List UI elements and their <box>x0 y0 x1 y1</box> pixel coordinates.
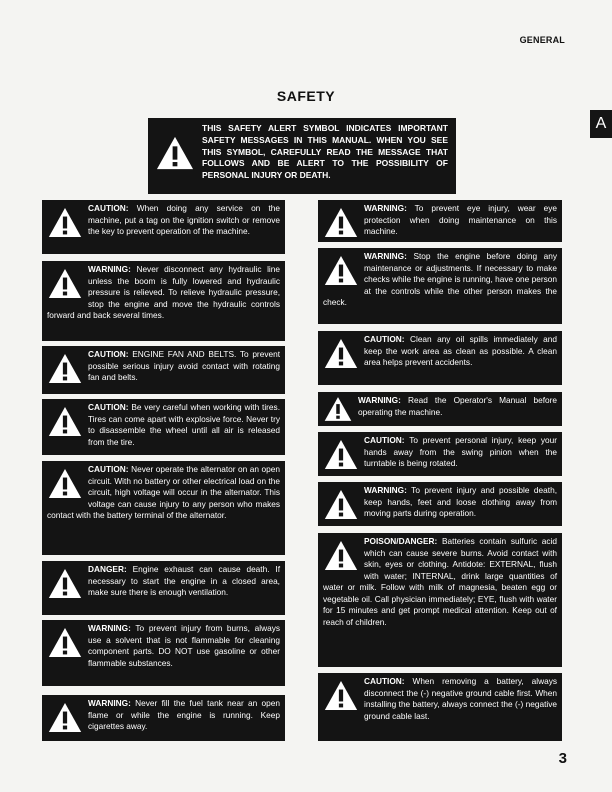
message-label: CAUTION: <box>364 676 405 686</box>
message-label: DANGER: <box>88 564 127 574</box>
message-text: Read the Operator's Manual before operating the machine. <box>358 395 557 417</box>
message-label: WARNING: <box>88 264 131 274</box>
message-label: CAUTION: <box>88 349 129 359</box>
message-label: CAUTION: <box>88 203 129 213</box>
message-text: Stop the engine before doing any maintenance or adjustments. If necessary to make checks while the engine is running, have one person at the controls while the other person makes the check. <box>323 251 558 307</box>
warning-triangle-icon <box>324 539 358 572</box>
warning-triangle-icon <box>324 396 352 422</box>
safety-message <box>42 695 285 741</box>
safety-message <box>318 533 562 667</box>
warning-triangle-icon <box>156 135 194 171</box>
warning-triangle-icon <box>48 467 82 500</box>
safety-message <box>318 392 562 426</box>
warning-triangle-icon <box>324 206 358 239</box>
warning-triangle-icon <box>48 267 82 300</box>
safety-message <box>42 261 285 341</box>
safety-message <box>318 432 562 476</box>
message-text: Never fill the fuel tank near an open flame or while the engine is running. Keep cigarettes away. <box>88 698 280 731</box>
safety-message <box>318 673 562 741</box>
section-header: GENERAL <box>519 35 565 45</box>
page-title: SAFETY <box>276 88 336 104</box>
message-text: When doing any service on the machine, put a tag on the ignition switch or remove the key to prevent operation of the machine. <box>88 203 281 236</box>
message-label: CAUTION: <box>364 435 405 445</box>
safety-message <box>42 346 285 394</box>
safety-message <box>318 482 562 526</box>
safety-message <box>42 461 285 555</box>
message-text: Engine exhaust can cause death. If necessary to start the engine in a closed area, make sure there is enough ventilation. <box>88 564 280 597</box>
warning-triangle-icon <box>48 626 82 659</box>
warning-triangle-icon <box>48 206 82 239</box>
safety-message <box>42 200 285 254</box>
message-label: WARNING: <box>88 698 131 708</box>
page-number: 3 <box>558 750 567 767</box>
safety-message <box>318 248 562 324</box>
warning-triangle-icon <box>48 352 82 385</box>
intro-text: THIS SAFETY ALERT SYMBOL INDICATES IMPORTANT SAFETY MESSAGES IN THIS MANUAL. WHEN YOU SEE THIS SYMBOL, CAREFULLY READ THE MESSAGE THAT FOLLOWS AND BE ALERT TO THE POSSIBILITY OF PERSONAL INJURY OR DEATH. <box>202 123 448 181</box>
warning-triangle-icon <box>324 488 358 521</box>
message-text: When removing a battery, always disconnect the (-) negative ground cable first. When installing the battery, always connect the (-) negative ground cable last. <box>364 676 557 721</box>
message-text: Clean any oil spills immediately and keep the work area as clean as possible. A clean area helps prevent accidents. <box>364 334 557 367</box>
safety-message <box>42 620 285 686</box>
warning-triangle-icon <box>324 679 358 712</box>
message-text: Be very careful when working with tires. Tires can come apart with explosive force. Never try to disassemble the wheel until all air is released from the tire. <box>88 402 280 447</box>
message-label: CAUTION: <box>88 464 129 474</box>
message-label: WARNING: <box>364 203 407 213</box>
message-text: Batteries contain sulfuric acid which can cause severe burns. Avoid contact with skin, eyes or clothing. Antidote: EXTERNAL, flush with water; INTERNAL, drink large quantities of water or milk. Follow with milk of magnesia, beaten egg or vegetable oil. Call physician immediately; EYE, flush with water for 15 minutes and get prompt medical attention. Keep out of reach of children. <box>323 536 557 627</box>
message-label: WARNING: <box>364 251 407 261</box>
message-text: To prevent personal injury, keep your hands away from the swing pinion when the turntable is being rotated. <box>364 435 558 468</box>
warning-triangle-icon <box>48 567 82 600</box>
warning-triangle-icon <box>324 254 358 287</box>
safety-message <box>318 200 562 242</box>
safety-message <box>318 331 562 385</box>
message-label: WARNING: <box>88 623 131 633</box>
message-label: CAUTION: <box>364 334 405 344</box>
message-label: POISON/DANGER: <box>364 536 438 546</box>
message-label: CAUTION: <box>88 402 129 412</box>
warning-triangle-icon <box>48 405 82 438</box>
message-text: To prevent eye injury, wear eye protection when doing maintenance on this machine. <box>364 203 557 236</box>
warning-triangle-icon <box>48 701 82 734</box>
message-text: Never disconnect any hydraulic line unless the boom is fully lowered and hydraulic pressure is relieved. To relieve hydraulic pressure, stop the engine and move the hydraulic controls forward and back several times. <box>47 264 281 320</box>
message-text: ENGINE FAN AND BELTS. To prevent possible serious injury avoid contact with rotating fan and belts. <box>88 349 280 382</box>
message-label: WARNING: <box>358 395 401 405</box>
message-label: WARNING: <box>364 485 407 495</box>
safety-message <box>42 561 285 615</box>
warning-triangle-icon <box>324 337 358 370</box>
safety-alert-intro <box>148 118 456 194</box>
message-text: To prevent injury from burns, always use a solvent that is not flammable for cleaning component parts. DO NOT use gasoline or other flammable substances. <box>88 623 280 668</box>
safety-message <box>42 399 285 455</box>
message-text: To prevent injury and possible death, keep hands, feet and loose clothing away from moving parts during operation. <box>364 485 558 518</box>
warning-triangle-icon <box>324 438 358 471</box>
section-tab: A <box>590 110 612 138</box>
message-text: Never operate the alternator on an open circuit. With no battery or other electrical load on the circuit, high voltage will occur in the alternator. This voltage can cause injury to any person who makes contact with the battery terminal of the alternator. <box>47 464 280 520</box>
